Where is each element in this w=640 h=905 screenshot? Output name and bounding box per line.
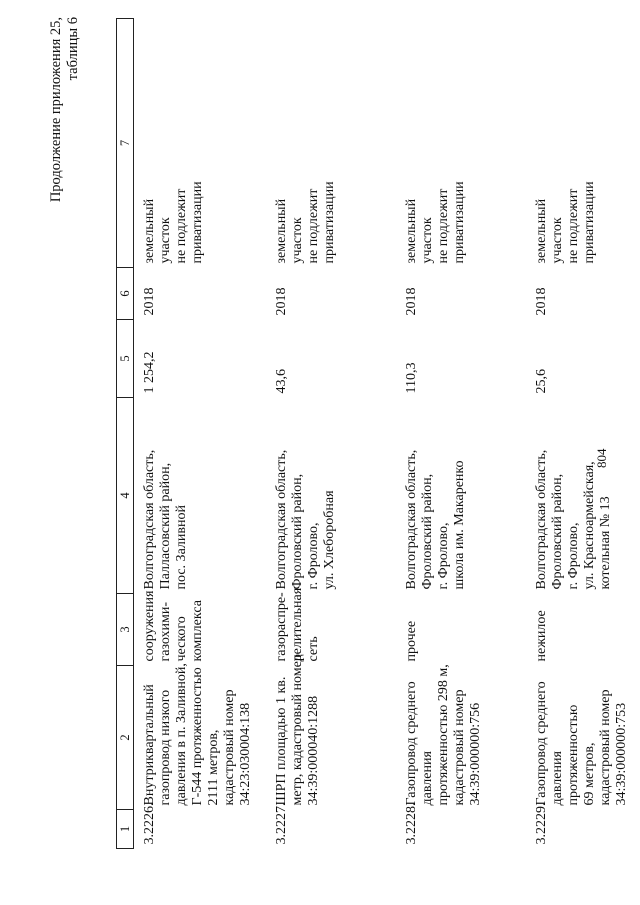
note-line: участок bbox=[550, 217, 565, 264]
column-header-3: 3 bbox=[117, 594, 134, 666]
object-name-cell bbox=[396, 666, 526, 810]
note-cell bbox=[526, 19, 640, 268]
object-name-line: протяженностью 298 м, bbox=[436, 664, 451, 806]
note-line: приватизации bbox=[582, 181, 597, 264]
object-name-line: кадастровый номер bbox=[222, 689, 237, 806]
table-caption bbox=[48, 17, 82, 257]
column-header-5: 5 bbox=[117, 320, 134, 398]
table-row bbox=[266, 19, 396, 849]
object-name-line: 69 метров, bbox=[582, 742, 597, 806]
column-number-row bbox=[117, 19, 134, 849]
note-line: участок bbox=[158, 217, 173, 264]
object-type-cell bbox=[526, 594, 640, 666]
address-line: Волгоградская область, bbox=[534, 449, 549, 590]
object-type-line: сеть bbox=[306, 636, 321, 662]
object-name-line: 34:39:000000:753 bbox=[614, 702, 629, 806]
note-line: земельный bbox=[142, 198, 157, 264]
object-name-line: 34:39:000000:756 bbox=[468, 702, 483, 806]
object-name-line: Внутриквартальный bbox=[142, 684, 157, 806]
note-line: не подлежит bbox=[436, 188, 451, 264]
note-line: приватизации bbox=[452, 181, 467, 264]
column-header-6: 6 bbox=[117, 268, 134, 320]
object-type-line: нежилое bbox=[534, 610, 549, 662]
note-line: не подлежит bbox=[306, 188, 321, 264]
note-line: земельный bbox=[274, 198, 289, 264]
object-name-cell bbox=[134, 663, 267, 810]
object-name-line: 2111 метров, bbox=[206, 729, 221, 806]
address-line: котельная № 13 bbox=[598, 496, 613, 590]
page-number: 804 bbox=[594, 448, 609, 468]
address-line: пос. Заливной bbox=[174, 505, 189, 590]
object-name-line: давления bbox=[550, 751, 565, 806]
object-name-line: Газопровод среднего bbox=[534, 681, 549, 806]
caption-line-1: Продолжение приложения 25, bbox=[48, 17, 64, 203]
note-line: земельный bbox=[534, 198, 549, 264]
address-line: Палласовский район, bbox=[158, 462, 173, 590]
property-register-table bbox=[116, 18, 640, 849]
year-cell: 2018 bbox=[274, 287, 289, 316]
table-row bbox=[134, 19, 267, 849]
note-cell bbox=[266, 19, 396, 268]
object-type-line: делительная bbox=[290, 587, 305, 662]
value-cell: 1 254,2 bbox=[142, 351, 157, 394]
address-cell bbox=[134, 398, 267, 594]
value-cell: 25,6 bbox=[534, 369, 549, 394]
column-header-7: 7 bbox=[117, 19, 134, 268]
note-cell bbox=[134, 19, 267, 268]
note-line: приватизации bbox=[190, 181, 205, 264]
object-name-cell bbox=[266, 654, 396, 810]
address-line: Фроловский район, bbox=[550, 473, 565, 590]
row-number-cell: 3.2226. bbox=[142, 802, 157, 845]
year-cell: 2018 bbox=[534, 287, 549, 316]
note-cell bbox=[396, 19, 526, 268]
address-line: Фроловский район, bbox=[420, 473, 435, 590]
address-cell bbox=[526, 398, 640, 594]
object-name-line: Газопровод среднего bbox=[404, 681, 419, 806]
column-header-2: 2 bbox=[117, 666, 134, 810]
address-line: г. Фролово, bbox=[436, 522, 451, 590]
object-type-line: газораспре- bbox=[274, 592, 289, 662]
address-cell bbox=[396, 398, 526, 594]
note-line: не подлежит bbox=[174, 188, 189, 264]
column-header-1: 1 bbox=[117, 810, 134, 849]
address-line: г. Фролово, bbox=[566, 522, 581, 590]
object-type-cell bbox=[134, 590, 267, 666]
object-name-line: ШРП площадью 1 кв. bbox=[274, 676, 289, 806]
object-type-cell bbox=[266, 587, 396, 666]
object-type-line: сооружения bbox=[142, 590, 157, 662]
address-line: Волгоградская область, bbox=[274, 449, 289, 590]
year-cell: 2018 bbox=[142, 287, 157, 316]
row-number-cell: 3.2228. bbox=[404, 802, 419, 845]
object-name-cell bbox=[526, 666, 640, 810]
note-line: участок bbox=[420, 217, 435, 264]
address-line: Волгоградская область, bbox=[404, 449, 419, 590]
address-line: Фроловский район, bbox=[290, 473, 305, 590]
note-line: земельный bbox=[404, 198, 419, 264]
table-row bbox=[396, 19, 526, 849]
object-name-line: протяженностью bbox=[566, 704, 581, 806]
column-header-4: 4 bbox=[117, 398, 134, 594]
note-line: не подлежит bbox=[566, 188, 581, 264]
address-cell bbox=[266, 398, 396, 594]
object-name-line: 34:23:030004:138 bbox=[238, 702, 253, 806]
object-type-line: комплекса bbox=[190, 600, 205, 662]
table-row bbox=[526, 19, 640, 849]
object-name-line: кадастровый номер bbox=[598, 689, 613, 806]
object-name-line: газопровод низкого bbox=[158, 689, 173, 806]
object-name-line: кадастровый номер bbox=[452, 689, 467, 806]
year-cell: 2018 bbox=[404, 287, 419, 316]
object-name-line: Г-544 протяженностью bbox=[190, 667, 205, 806]
object-name-line: давления bbox=[420, 751, 435, 806]
address-line: школа им. Макаренко bbox=[452, 460, 467, 590]
object-name-line: метр, кадастровый номер bbox=[290, 654, 305, 806]
object-type-line: газохими- bbox=[158, 601, 173, 662]
row-number-cell: 3.2227. bbox=[274, 802, 289, 845]
value-cell: 43,6 bbox=[274, 369, 289, 394]
address-line: Волгоградская область, bbox=[142, 449, 157, 590]
object-type-cell bbox=[396, 594, 526, 666]
value-cell: 110,3 bbox=[404, 362, 419, 394]
note-line: участок bbox=[290, 217, 305, 264]
object-type-line: ческого bbox=[174, 616, 189, 662]
address-line: ул. Хлеборобная bbox=[322, 490, 337, 590]
object-name-line: давления в п. Заливной, bbox=[174, 663, 189, 806]
note-line: приватизации bbox=[322, 181, 337, 264]
object-type-line: прочее bbox=[404, 620, 419, 662]
address-line: г. Фролово, bbox=[306, 522, 321, 590]
object-name-line: 34:39:000040:1288 bbox=[306, 695, 321, 806]
address-line: ул. Красноармейская, bbox=[582, 461, 597, 590]
caption-line-2: таблицы 6 bbox=[65, 17, 81, 81]
row-number-cell: 3.2229. bbox=[534, 802, 549, 845]
